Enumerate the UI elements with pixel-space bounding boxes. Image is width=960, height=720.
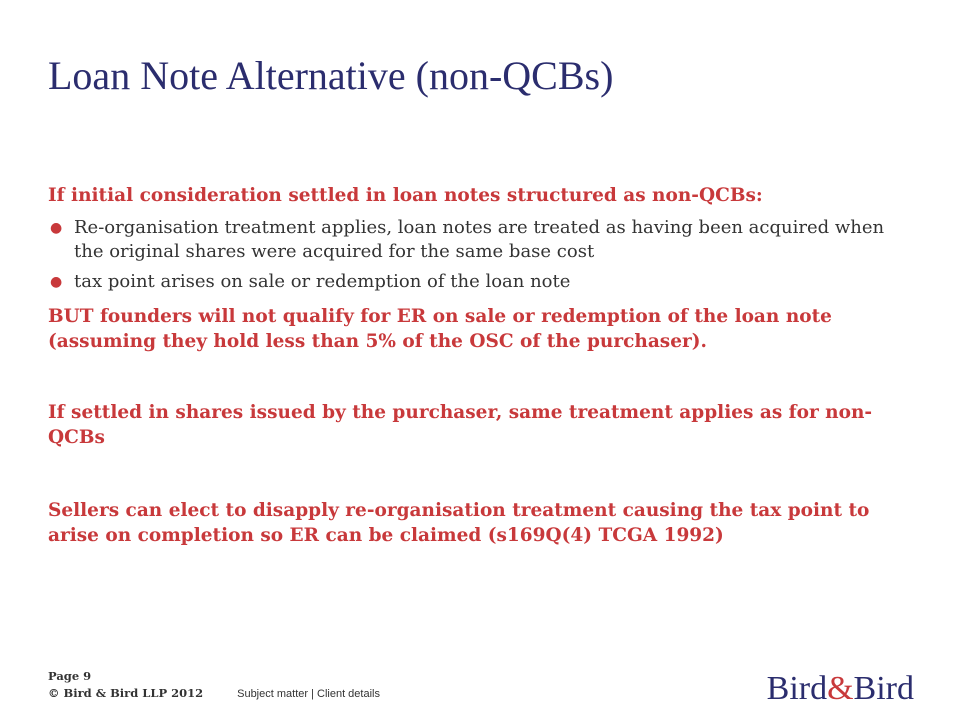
bullet-dot-icon: ● bbox=[50, 220, 63, 236]
paragraph-but-founders: BUT founders will not qualify for ER on sale or redemption of the loan note (assuming they hold less than 5% of the OSC of the purchaser). bbox=[48, 306, 832, 352]
page-number: Page 9 bbox=[48, 669, 92, 683]
bullet-list bbox=[48, 216, 918, 294]
bullet-item bbox=[48, 216, 918, 264]
logo-part-1: Bird bbox=[766, 670, 828, 707]
logo-ampersand: & bbox=[827, 670, 854, 707]
slide-content bbox=[48, 184, 918, 548]
bullet-item bbox=[48, 270, 918, 294]
logo-part-2: Bird bbox=[853, 670, 914, 707]
bullet-text: Re-organisation treatment applies, loan notes are treated as having been acquired when the original shares were acquired for the same base cost bbox=[74, 217, 885, 262]
paragraph-sellers-elect: Sellers can elect to disapply re-organisation treatment causing the tax point to arise on completion so ER can be claimed (s169Q(4) TCGA 1992) bbox=[48, 500, 870, 546]
footer-line bbox=[48, 685, 380, 703]
slide-title: Loan Note Alternative (non-QCBs) bbox=[48, 53, 614, 98]
bullet-dot-icon: ● bbox=[50, 274, 63, 290]
bullet-text: tax point arises on sale or redemption of the loan note bbox=[74, 271, 571, 292]
footer bbox=[48, 668, 380, 703]
bird-and-bird-logo bbox=[767, 670, 914, 708]
lead-paragraph: If initial consideration settled in loan notes structured as non-QCBs: bbox=[48, 185, 763, 206]
copyright-text: © Bird & Bird LLP 2012 bbox=[48, 686, 204, 700]
paragraph-settled-in-shares: If settled in shares issued by the purchaser, same treatment applies as for non-QCBs bbox=[48, 402, 873, 448]
subject-client-text: Subject matter | Client details bbox=[237, 688, 380, 700]
